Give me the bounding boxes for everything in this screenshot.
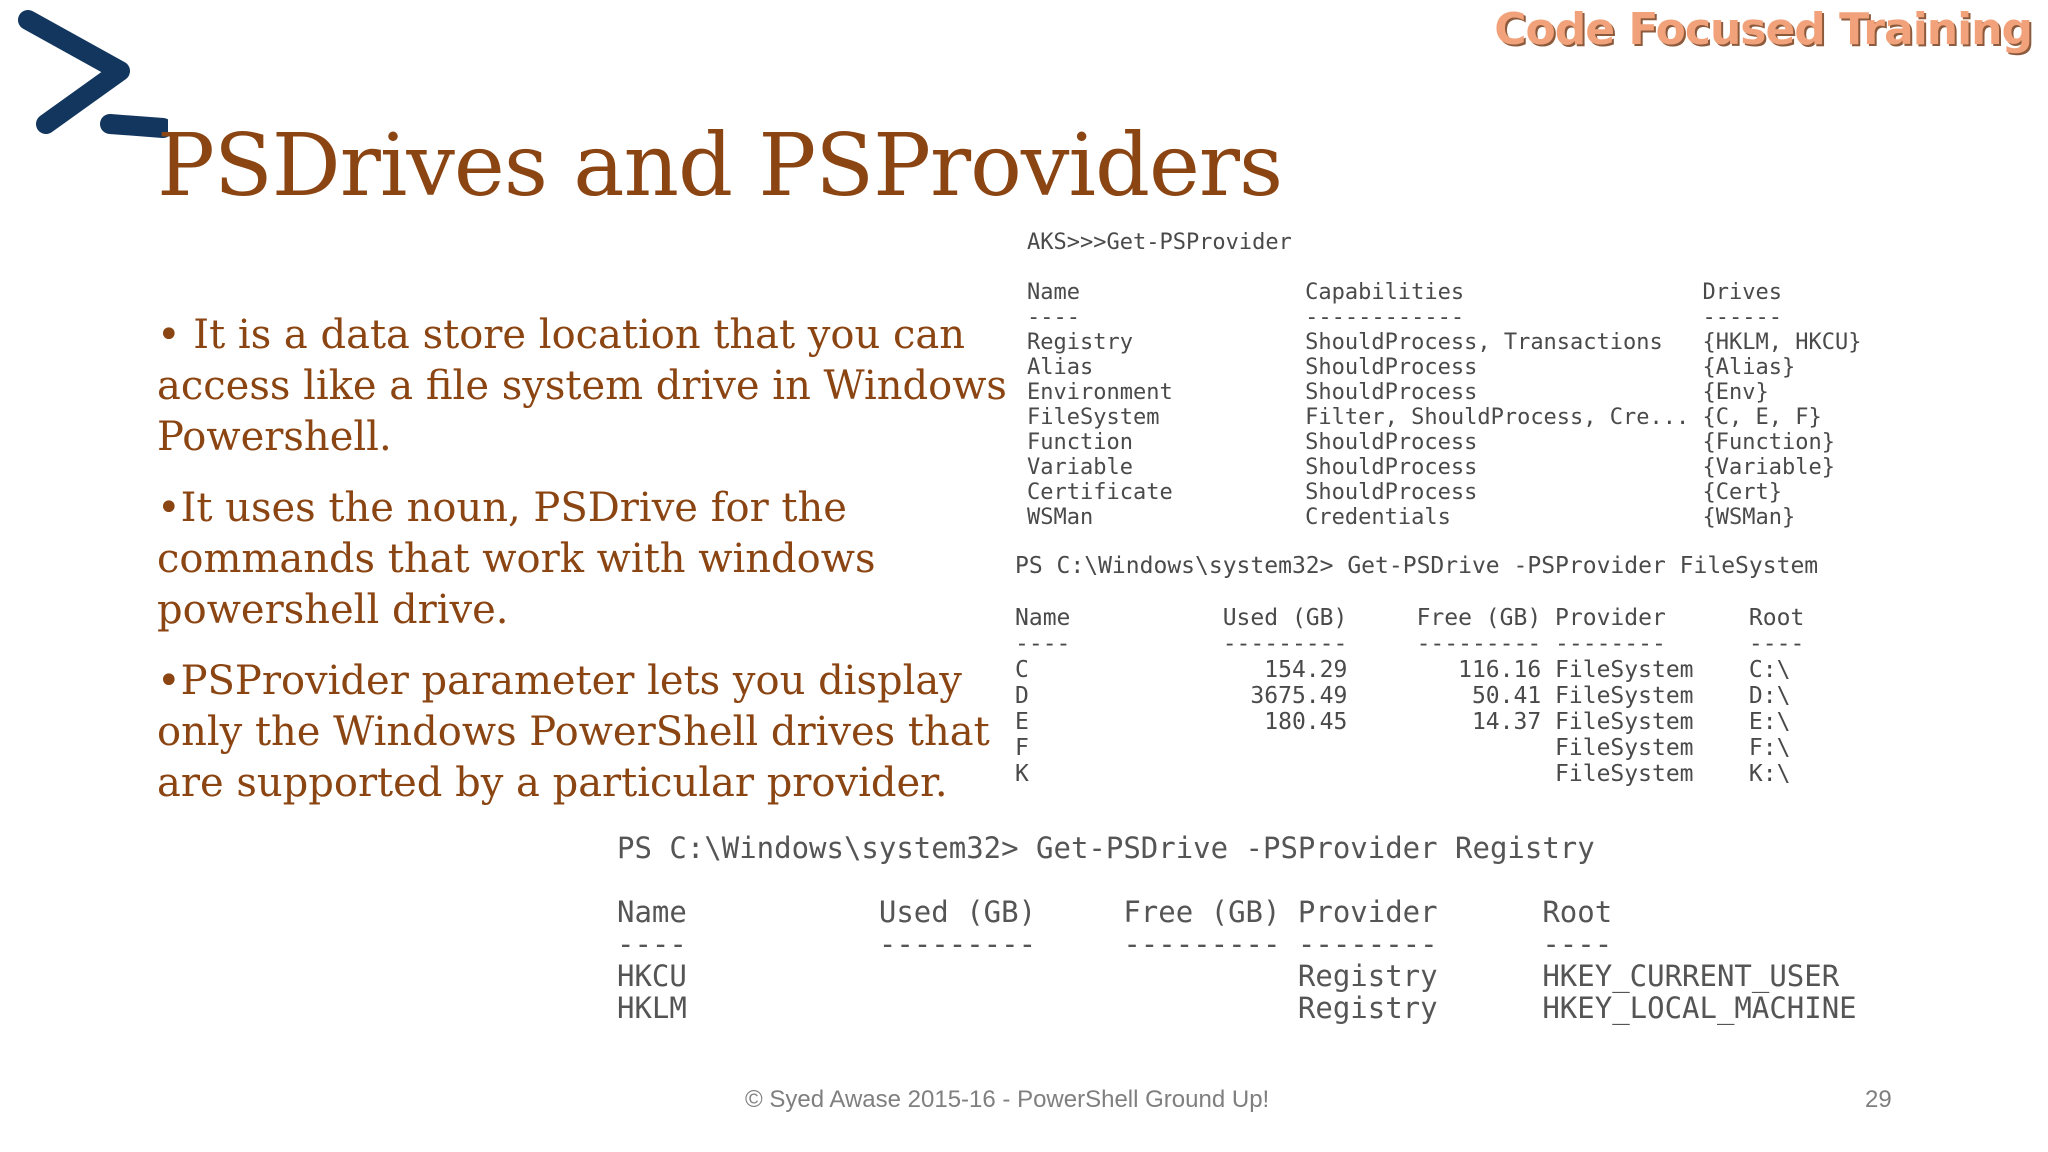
bullet-item: •It uses the noun, PSDrive for the commands that work with windows powershell drive. (157, 485, 876, 633)
bullet-item: •PSProvider parameter lets you display only the Windows PowerShell drives that are supported by a particular provider. (157, 658, 990, 806)
powershell-prompt-icon (18, 6, 168, 146)
brand-logo-text: Code Focused Training (1494, 4, 2032, 55)
footer-copyright: © Syed Awase 2015-16 - PowerShell Ground Up! (745, 1086, 1270, 1113)
bullet-item: • It is a data store location that you can access like a file system drive in Windows Powershell. (157, 312, 1007, 460)
bullet-list (157, 310, 1007, 829)
psdrive-filesystem-output: PS C:\Windows\system32> Get-PSDrive -PSProvider FileSystem Name Used (GB) Free (GB) Provider Root ---- --------- --------- -------- ---- C 154.29 116.16 FileSystem C:\ D 3675.49 50.41 FileSystem D:\ E 180.45 14.37 FileSystem E:\ F FileSystem F:\ K FileSystem K:\ (1015, 553, 1819, 787)
page-number: 29 (1865, 1086, 1892, 1113)
slide-title: PSDrives and PSProviders (157, 116, 1283, 216)
get-psprovider-output: AKS>>>Get-PSProvider Name Capabilities Drives ---- ------------ ------ Registry ShouldProcess, Transactions {HKLM, HKCU} Alias ShouldProcess {Alias} Environment ShouldProcess {Env} FileSystem Filter, ShouldProcess, Cre... {C, E, F} Function ShouldProcess {Function} Variable ShouldProcess {Variable} Certificate ShouldProcess {Cert} WSMan Credentials {WSMan} (1027, 230, 1862, 530)
psdrive-registry-output: PS C:\Windows\system32> Get-PSDrive -PSProvider Registry Name Used (GB) Free (GB) Provider Root ---- --------- --------- -------- ---- HKCU Registry HKEY_CURRENT_USER HKLM Registry HKEY_LOCAL_MACHINE (617, 831, 1857, 1025)
